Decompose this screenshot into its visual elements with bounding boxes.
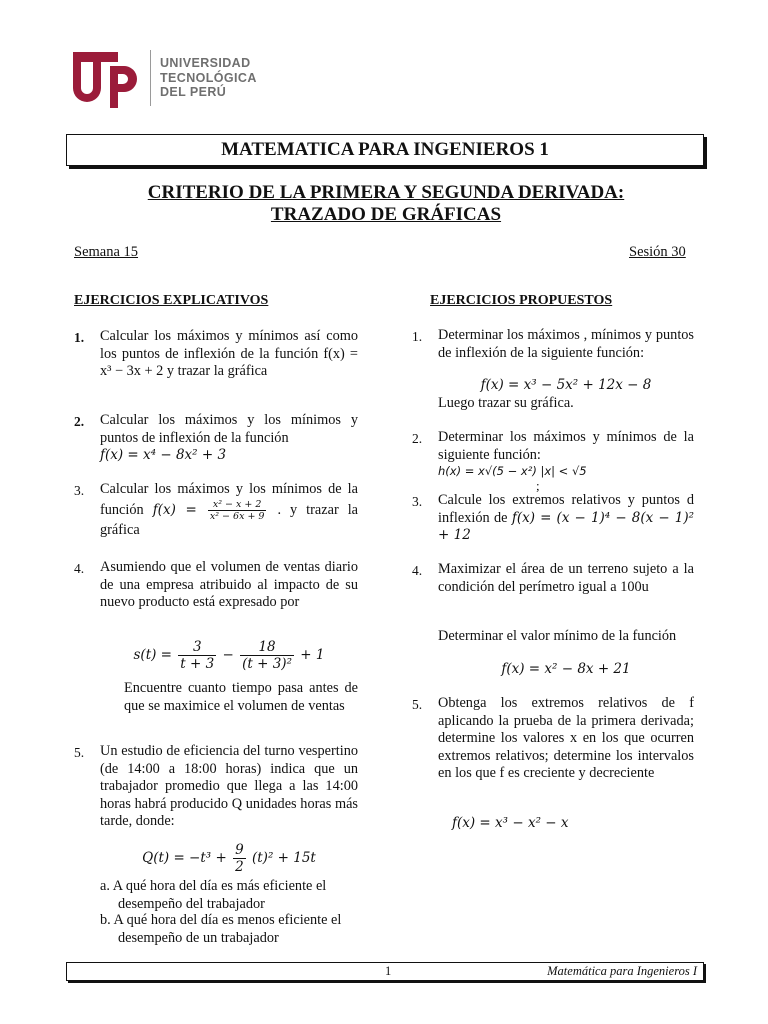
page-footer <box>66 962 704 981</box>
exercise-4-text: Asumiendo que el volumen de ventas diario de una empresa atribuido al impacto de su nuevo producto está expresado por <box>100 559 358 610</box>
university-name: UNIVERSIDAD TECNOLÓGICA DEL PERÚ <box>160 56 257 99</box>
proposed-4-formula: f(x) = x² − 8x + 21 <box>501 661 631 677</box>
page-number: 1 <box>385 964 392 978</box>
exercise-2-formula: f(x) = x⁴ − 8x² + 3 <box>100 447 227 463</box>
proposed-3-text: Calcule los extremos relativos y puntos d inflexión de f(x) = (x − 1)⁴ − 8(x − 1)² + 12 <box>438 492 694 543</box>
proposed-3-formula: f(x) = (x − 1)⁴ − 8(x − 1)² + 12 <box>438 509 694 543</box>
proposed-2-formula: h(x) = x√(5 − x²) |x| < √5 <box>438 464 587 478</box>
proposed-2-semicolon: ; <box>536 478 540 493</box>
exercise-number: 2. <box>412 431 423 446</box>
proposed-4-text: Maximizar el área de un terreno sujeto a la condición del perímetro igual a 100u <box>438 561 694 595</box>
exercise-number: 3. <box>412 494 423 509</box>
exercise-5-part-a: a. A qué hora del día es más eficiente el desempeño del trabajador <box>100 878 327 912</box>
proposed-4-subtext: Determinar el valor mínimo de la función <box>438 628 677 644</box>
exercise-2-text: Calcular los máximos y los mínimos y puntos de inflexión de la función f(x) = x⁴ − 8x² + 3 <box>100 412 358 463</box>
exercise-number: 3. <box>74 483 85 498</box>
week-label: Semana 15 <box>74 244 139 260</box>
exercise-number: 1. <box>74 330 85 345</box>
exercise-5-part-b: b. A qué hora del día es menos eficiente el desempeño de un trabajador <box>100 912 342 946</box>
exercise-number: 4. <box>412 563 423 578</box>
session-label: Sesión 30 <box>629 244 686 260</box>
exercise-4-formula: s(t) = $\frac{3}{t + 3}$ − $\frac{18}{\text{(t + 3)²}}$ + 1 <box>133 639 325 672</box>
proposed-2-text: Determinar los máximos y mínimos de la siguiente función: <box>438 429 694 463</box>
proposed-1-formula: f(x) = x³ − 5x² + 12x − 8 <box>480 377 652 393</box>
proposed-exercises-heading: EJERCICIOS PROPUESTOS <box>430 293 613 308</box>
footer-title: Matemática para Ingenieros I <box>547 964 697 978</box>
document-subtitle: CRITERIO DE LA PRIMERA Y SEGUNDA DERIVADA: TRAZADO DE GRÁFICAS <box>147 182 625 225</box>
course-title: MATEMATICA PARA INGENIEROS 1 <box>66 134 704 166</box>
proposed-5-text: Obtenga los extremos relativos de f aplicando la prueba de la primera derivada; determine los valores x en los que ocurren extremos relativos; determine los intervalos en los que f es creciente y decreciente <box>438 695 694 781</box>
exercise-5-text: Un estudio de eficiencia del turno vespertino (de 14:00 a 18:00 horas) indica que un trabajador promedio que llega a las 14:00 horas habrá producido Q unidades horas más tarde, donde: <box>100 743 358 829</box>
exercise-number: 2. <box>74 414 85 429</box>
exercise-5-formula: Q(t) = −t³ + $\frac{9}{2}$ (t)² + 15t <box>142 842 316 875</box>
explicative-exercises-heading: EJERCICIOS EXPLICATIVOS <box>74 293 269 308</box>
exercise-number: 5. <box>74 745 85 760</box>
exercise-4-question: Encuentre cuanto tiempo pasa antes de que se maximice el volumen de ventas <box>124 680 358 714</box>
exercise-3-fraction: $\frac{\text{x² − x + 2}}{\text{x² − 6x + 9}}$ <box>209 498 265 522</box>
exercise-number: 4. <box>74 561 85 576</box>
proposed-1-instruction: Luego trazar su gráfica. <box>438 395 574 411</box>
logo-separator <box>150 50 151 106</box>
exercise-3-text: Calcular los máximos y los mínimos de la función f(x) = $\frac{\text{x² − x + 2}}{\text{x² − 6x + 9}}$ . y trazar la gráfica <box>100 481 359 538</box>
exercise-number: 5. <box>412 697 423 712</box>
exercise-1-text: Calcular los máximos y mínimos así como los puntos de inflexión de la función f(x) = x³ − 3x + 2 y trazar la gráfica <box>100 328 358 379</box>
proposed-1-text: Determinar los máximos , mínimos y puntos de inflexión de la siguiente función: <box>438 327 694 361</box>
exercise-number: 1. <box>412 329 423 344</box>
proposed-5-formula: f(x) = x³ − x² − x <box>452 815 569 831</box>
